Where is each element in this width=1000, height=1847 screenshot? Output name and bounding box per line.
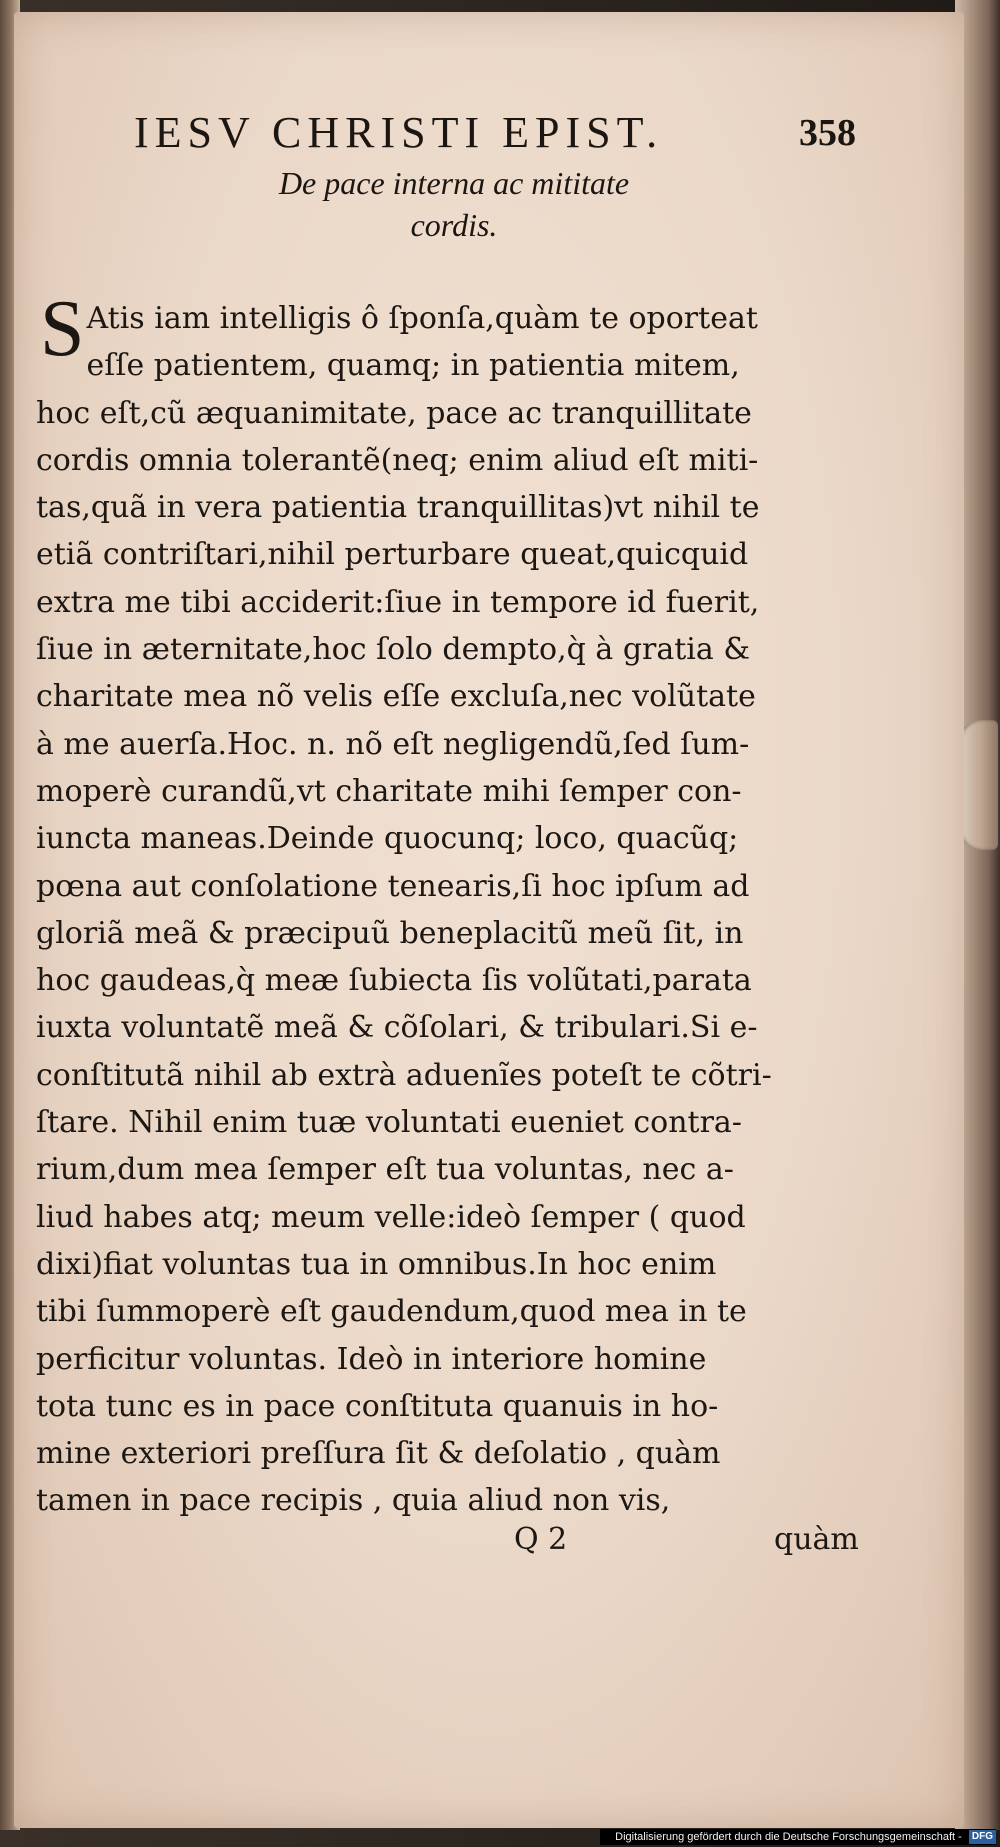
text-line: gloriã meã & præcipuũ beneplacitũ meũ ſit, in [36, 915, 744, 951]
text-line: moperè curandũ,vt charitate mihi ſemper con- [36, 773, 742, 809]
running-title: IESV CHRISTI EPIST. [134, 108, 664, 157]
text-line: eſſe patientem, quamq; in patientia mitem, [86, 348, 740, 384]
text-line: ſtare. Nihil enim tuæ voluntati eueniet contra- [36, 1105, 742, 1141]
text-line: charitate mea nõ velis eſſe excluſa,nec volũtate [36, 679, 756, 715]
text-line: à me auerſa.Hoc. n. nõ eſt negligendũ,ſed ſum- [36, 726, 750, 762]
digitization-credit [600, 1829, 996, 1845]
text-line-content: Atis iam intelligis ô ſponſa,quàm te oporteat [86, 301, 758, 336]
signature-mark: Q 2 [514, 1522, 568, 1557]
text-line: hoc gaudeas,q̀ meæ ſubiecta ſis volũtati,parata [36, 963, 752, 999]
dfg-logo: DFG [969, 1830, 996, 1844]
text-line: tas,quã in vera patientia tranquillitas)vt nihil te [36, 490, 760, 526]
catchwords-row [514, 1522, 914, 1572]
body-text [36, 285, 916, 1525]
drop-cap: S [40, 285, 85, 373]
text-line: iuxta voluntatẽ meã & cõſolari, & tribulari.Si e- [36, 1010, 758, 1046]
clasp-tab [958, 720, 998, 850]
catchword: quàm [774, 1522, 859, 1557]
text-line: cordis omnia tolerantẽ(neq; enim aliud eſt miti- [36, 442, 759, 478]
text-line: pœna aut conſolatione tenearis,ſi hoc ipſum ad [36, 868, 750, 904]
page-header [124, 107, 904, 167]
text-line: mine exteriori preſſura ſit & deſolatio , quàm [36, 1436, 721, 1472]
text-line: perficitur voluntas. Ideò in interiore homine [36, 1341, 707, 1377]
text-line: conſtitutã nihil ab extrà aduenĩes poteſt te cõtri- [36, 1057, 772, 1093]
section-subtitle [214, 162, 694, 246]
text-line: iuncta maneas.Deinde quocunq; loco, quacũq; [36, 821, 739, 857]
credit-text: Digitalisierung gefördert durch die Deutsche Forschungsgemeinschaft - [615, 1831, 962, 1843]
text-line: etiã contriſtari,nihil perturbare queat,quicquid [36, 537, 749, 573]
text-line: rium,dum mea ſemper eſt tua voluntas, nec a- [36, 1152, 734, 1188]
text-line: tibi ſummoperè eſt gaudendum,quod mea in te [36, 1294, 747, 1330]
subtitle-line-1: De pace interna ac mititate [278, 165, 630, 201]
text-line: liud habes atq; meum velle:ideò ſemper ( quod [36, 1199, 746, 1235]
text-line: extra me tibi acciderit:ſiue in tempore id fuerit, [36, 584, 760, 620]
subtitle-line-2: cordis. [410, 207, 498, 243]
book-page [14, 12, 964, 1828]
page-number: 358 [799, 112, 856, 154]
text-line: tota tunc es in pace conſtituta quanuis in ho- [36, 1388, 719, 1424]
text-line: dixi)fiat voluntas tua in omnibus.In hoc enim [36, 1246, 717, 1282]
text-line: hoc eſt,cũ æquanimitate, pace ac tranquillitate [36, 395, 752, 431]
text-line: tamen in pace recipis , quia aliud non vis, [36, 1483, 671, 1519]
text-line: ſiue in æternitate,hoc ſolo dempto,q̀ à gratia & [36, 632, 751, 668]
